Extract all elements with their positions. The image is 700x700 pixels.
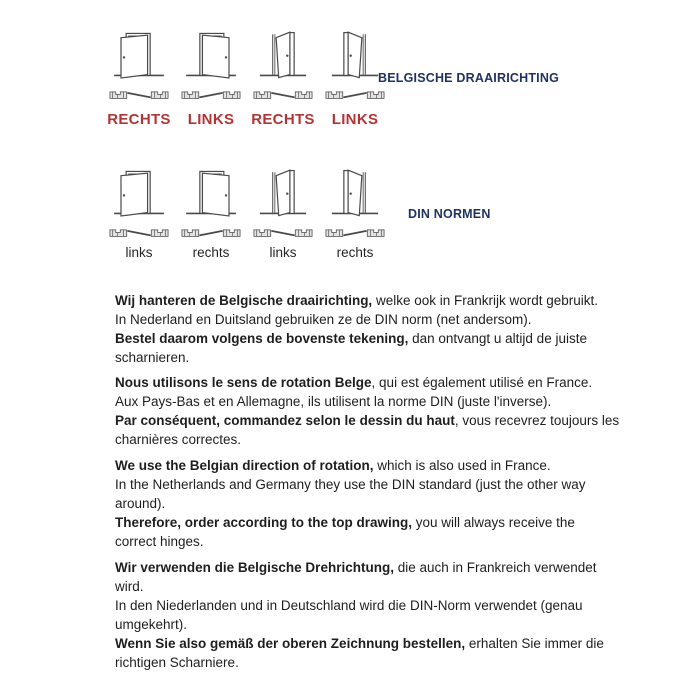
hinge-top-view-left-icon <box>324 87 386 102</box>
door-figure-belgian-1 <box>103 24 175 128</box>
text-line: correct hinges. <box>115 534 204 549</box>
text-line: Wij hanteren de Belgische draairichting, welke ook in Frankrijk wordt gebruikt. <box>115 293 599 308</box>
text-line: Bestel daarom volgens de bovenste tekening, dan ontvangt u altijd de juiste <box>115 331 587 346</box>
hinge-top-view-right-icon <box>108 225 170 240</box>
paragraph-de <box>115 558 604 672</box>
door-figure-din-1 <box>103 162 175 260</box>
paragraph-nl <box>115 291 598 367</box>
text-line: Aux Pays-Bas et en Allemagne, ils utilisent la norme DIN (juste l'inverse). <box>115 394 552 409</box>
text-line: In Nederland en Duitsland gebruiken ze de DIN norm (net andersom). <box>115 312 532 327</box>
swing-direction-label: LINKS <box>187 111 235 128</box>
belgian-direction-diagram <box>103 24 391 128</box>
hinge-top-view-left-icon <box>180 87 242 102</box>
hinge-top-view-left-icon <box>324 225 386 240</box>
door-open-hinge-right-icon <box>253 162 313 222</box>
door-ajar-hinge-right-icon <box>109 162 169 222</box>
text-line: Wir verwenden die Belgische Drehrichtung, die auch in Frankreich verwendet <box>115 560 597 575</box>
belgian-section-title: BELGISCHE DRAAIRICHTING <box>378 71 559 85</box>
swing-direction-label: LINKS <box>331 111 379 128</box>
door-ajar-hinge-right-icon <box>109 24 169 84</box>
din-norm-diagram <box>103 162 391 260</box>
text-line: Par conséquent, commandez selon le dessin du haut, vous recevrez toujours les <box>115 413 620 428</box>
text-line: In the Netherlands and Germany they use the DIN standard (just the other way <box>115 477 586 492</box>
door-open-hinge-right-icon <box>253 24 313 84</box>
swing-direction-label: rechts <box>192 245 230 260</box>
paragraph-en <box>115 456 586 551</box>
text-line: Wenn Sie also gemäß der oberen Zeichnung bestellen, erhalten Sie immer die <box>115 636 604 651</box>
text-line: umgekehrt). <box>115 617 188 632</box>
door-figure-din-4 <box>319 162 391 260</box>
swing-direction-label: rechts <box>336 245 374 260</box>
door-ajar-hinge-left-icon <box>181 24 241 84</box>
hinge-top-view-left-icon <box>180 225 242 240</box>
door-figure-din-3 <box>247 162 319 260</box>
text-line: In den Niederlanden und in Deutschland wird die DIN-Norm verwendet (genau <box>115 598 583 613</box>
text-line: Nous utilisons le sens de rotation Belge, qui est également utilisé en France. <box>115 375 593 390</box>
hinge-top-view-right-icon <box>252 87 314 102</box>
swing-direction-label: links <box>125 245 153 260</box>
door-open-hinge-left-icon <box>325 24 385 84</box>
text-line: wird. <box>115 579 144 594</box>
text-line: richtigen Scharniere. <box>115 655 239 670</box>
swing-direction-label: RECHTS <box>107 111 171 128</box>
din-section-title: DIN NORMEN <box>408 207 491 221</box>
door-open-hinge-left-icon <box>325 162 385 222</box>
text-line: charnières correctes. <box>115 432 242 447</box>
hinge-top-view-right-icon <box>108 87 170 102</box>
text-line: around). <box>115 496 166 511</box>
door-figure-belgian-3 <box>247 24 319 128</box>
text-line: We use the Belgian direction of rotation, which is also used in France. <box>115 458 551 473</box>
text-line: Therefore, order according to the top drawing, you will always receive the <box>115 515 575 530</box>
paragraph-fr <box>115 373 619 449</box>
swing-direction-label: links <box>269 245 297 260</box>
swing-direction-label: RECHTS <box>251 111 315 128</box>
text-line: scharnieren. <box>115 350 190 365</box>
door-figure-din-2 <box>175 162 247 260</box>
door-figure-belgian-2 <box>175 24 247 128</box>
door-ajar-hinge-left-icon <box>181 162 241 222</box>
hinge-top-view-right-icon <box>252 225 314 240</box>
